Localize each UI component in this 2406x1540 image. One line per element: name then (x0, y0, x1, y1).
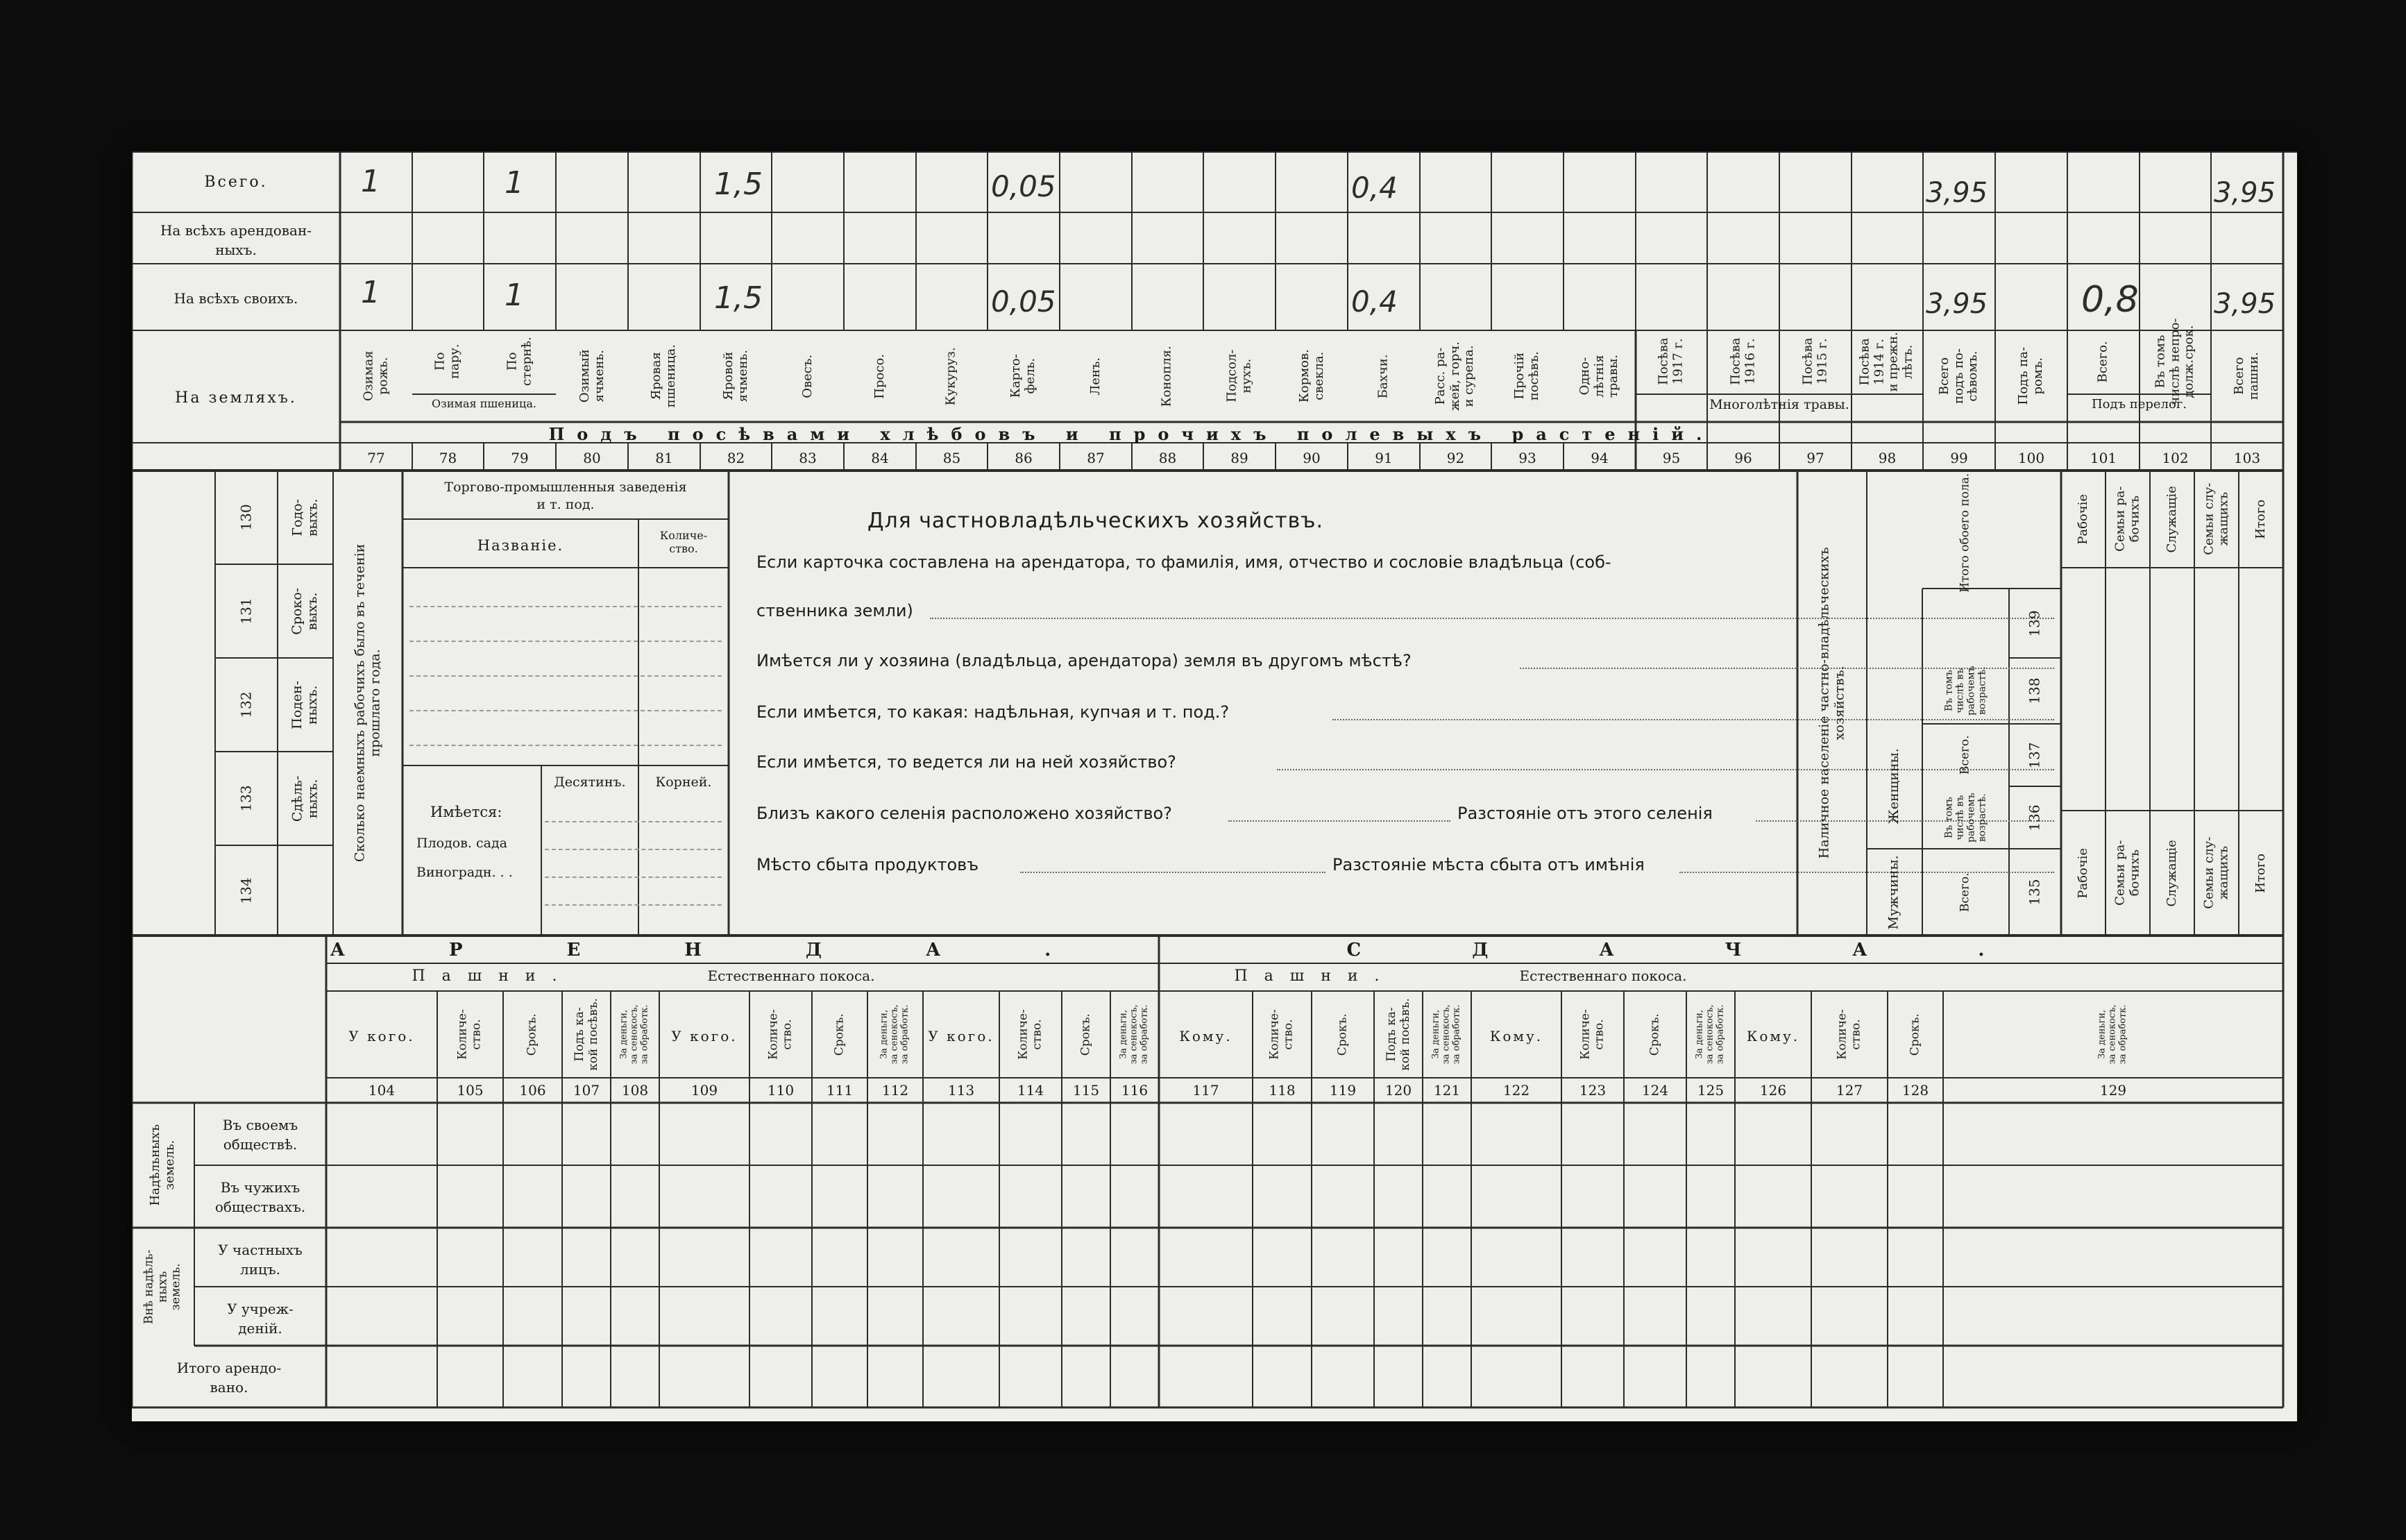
hw-own-86: 0,05 (991, 285, 1056, 319)
private-q5a: Близъ какого селенія расположено хозяйство? (756, 804, 1172, 823)
lower-header-107-text: Подъ ка- кой посѣвъ. (572, 998, 600, 1071)
category-bottom-3-text: Семьи слу- жащихъ (2201, 836, 2231, 910)
category-bottom-2 (2150, 813, 2194, 933)
col-header-98 (1852, 333, 1923, 390)
lower-header-111-text: Срокъ. (832, 1013, 847, 1056)
col-number-78: 78 (439, 450, 457, 466)
col-header-97-text: Посѣва 1915 г. (1800, 337, 1829, 386)
col-header-92 (1420, 333, 1491, 419)
col-header-101-text: Всего. (2095, 341, 2110, 382)
livestock-label-132 (278, 658, 333, 752)
col-number-99: 99 (1950, 450, 1968, 466)
lower-header-106-text: Срокъ. (525, 1013, 539, 1056)
livestock-num-134-text: 134 (237, 877, 255, 904)
hw-total-91: 0,4 (1351, 171, 1398, 205)
trade-fill-line (409, 745, 722, 746)
nadel-group-label (132, 1103, 194, 1228)
category-bottom-2-text: Служащіе (2164, 839, 2179, 907)
trade-fill-line (409, 675, 722, 677)
private-q4: Если имѣется, то ведется ли на ней хозяйство? (756, 752, 1176, 772)
lower-header-119-text: Срокъ. (1335, 1013, 1350, 1056)
col-header-80-text: Озимый ячмень. (577, 349, 606, 403)
trade-fill-line (409, 710, 722, 711)
col-header-91 (1348, 333, 1420, 419)
col-header-88 (1132, 333, 1203, 419)
pop-num-137-text: 137 (2026, 741, 2043, 769)
hw-own-103: 3,95 (2214, 288, 2276, 320)
hw-own-82: 1,5 (714, 280, 763, 316)
category-bottom-3 (2194, 813, 2239, 933)
pop-num-136-text: 136 (2026, 804, 2043, 831)
private-q6a: Мѣсто сбыта продуктовъ (756, 855, 979, 874)
category-top-2 (2150, 473, 2194, 565)
fill-q1 (930, 618, 2054, 619)
has-desyatin: Десятинъ. (554, 775, 626, 790)
col-header-77 (340, 333, 412, 419)
col-number-84: 84 (871, 450, 889, 466)
lower-row-label-2: У частныхъ лицъ. (218, 1242, 303, 1278)
lower-header-110-text: Количе- ство. (766, 1009, 794, 1060)
lower-number-111: 111 (826, 1082, 854, 1099)
livestock-label-131 (278, 564, 333, 658)
nadel-group-label-text: Надѣльныхъ земель. (148, 1124, 177, 1206)
col-number-85: 85 (942, 450, 961, 466)
lower-header-129 (1943, 992, 2283, 1076)
col-header-103 (2211, 333, 2283, 419)
lower-number-127: 127 (1836, 1082, 1863, 1099)
lower-number-107: 107 (573, 1082, 600, 1099)
category-top-2-text: Служащіе (2164, 485, 2179, 553)
col-header-99-text: Всего подъ по- сѣвомъ. (1936, 348, 1981, 405)
col-header-92-text: Расс. ра- жей, горч. и сурепа. (1433, 341, 1477, 412)
col-header-82-text: Яровой ячмень. (720, 350, 750, 403)
category-top-0-text: Рабочіе (2075, 493, 2090, 545)
lower-header-118 (1253, 992, 1312, 1076)
col-header-81 (628, 333, 700, 419)
category-top-4-text: Итого (2253, 499, 2268, 539)
private-q2: Имѣется ли у хозяина (владѣльца, арендатора) земля въ другомъ мѣстѣ? (756, 651, 1412, 670)
hw-total-77: 1 (361, 164, 380, 199)
lower-header-116-text: За деньги, за сенокосъ, за обработк. (1118, 1004, 1150, 1065)
livestock-label-132-text: Поден- ныхъ. (289, 680, 320, 729)
category-bottom-1 (2106, 813, 2150, 933)
hw-own-77: 1 (361, 275, 380, 310)
hw-total-79: 1 (505, 165, 524, 201)
col-number-86: 86 (1015, 450, 1033, 466)
lower-number-121: 121 (1433, 1082, 1461, 1099)
col-header-83 (772, 333, 844, 419)
col-header-97 (1779, 333, 1852, 390)
pop-num-139 (2009, 589, 2061, 658)
col-header-100-text: Подъ па- ромъ. (2016, 347, 2045, 405)
lower-row-label-0: Въ своемъ обществѣ. (222, 1117, 298, 1153)
pop-women (1867, 724, 1922, 849)
col-number-91: 91 (1375, 450, 1393, 466)
lower-header-124-text: Срокъ. (1647, 1013, 1662, 1056)
col-header-87 (1060, 333, 1132, 419)
private-q1a: Если карточка составлена на арендатора, то фамилія, имя, отчество и сословіе владѣльца (соб- (756, 552, 1611, 572)
fill-q5a (1228, 820, 1450, 822)
row-label-on-lands: На земляхъ. (175, 389, 297, 407)
row-label-own: На всѣхъ своихъ. (173, 290, 298, 307)
arenda-title: АРЕНДА. (330, 940, 1155, 961)
col-number-83: 83 (799, 450, 817, 466)
col-number-95: 95 (1662, 450, 1681, 466)
col-header-102-text: Въ томъ числѣ непро- долж.срок. (2153, 318, 2196, 405)
lower-number-120: 120 (1384, 1082, 1412, 1099)
has-label: Имѣется: (430, 804, 502, 820)
category-bottom-4 (2239, 813, 2283, 933)
hw-total-99: 3,95 (1926, 177, 1988, 209)
col-header-100 (1995, 333, 2067, 419)
col-header-91-text: Бахчи. (1375, 354, 1391, 398)
lower-header-113: У кого. (928, 1028, 994, 1044)
sdacha-pokos: Естественнаго покоса. (1519, 967, 1687, 984)
pop-women-text: Женщины. (1886, 748, 1902, 824)
pop-working-women (1922, 658, 2009, 724)
hw-total-86: 0,05 (991, 169, 1056, 203)
category-bottom-4-text: Итого (2253, 853, 2268, 893)
trade-fill-line (409, 606, 722, 607)
lower-header-111 (812, 992, 867, 1076)
trade-title: Торгово-промышленныя заведенія и т. под. (444, 480, 687, 512)
lower-number-119: 119 (1329, 1082, 1357, 1099)
banner-under-crops: Подъ посѣвами хлѣбовъ и прочихъ полевыхъ растеній. (548, 424, 1715, 444)
col-header-81-text: Яровая пшеница. (649, 344, 678, 408)
livestock-num-132 (215, 658, 278, 752)
private-q6b: Разстояніе мѣста сбыта отъ имѣнія (1332, 855, 1645, 874)
col-number-96: 96 (1734, 450, 1752, 466)
hired-workers-question-text: Сколько наемныхъ рабочихъ было въ теченіи прошлаго года. (352, 543, 383, 863)
group-winter-wheat: Озимая пшеница. (432, 397, 536, 410)
lower-header-125 (1686, 992, 1735, 1076)
lower-header-116 (1110, 992, 1159, 1076)
col-number-88: 88 (1158, 450, 1177, 466)
col-header-101 (2067, 333, 2140, 390)
col-header-95-text: Посѣва 1917 г. (1656, 337, 1686, 386)
col-number-97: 97 (1806, 450, 1824, 466)
has-fill-line (545, 849, 722, 850)
lower-number-116: 116 (1121, 1082, 1149, 1099)
lower-number-124: 124 (1641, 1082, 1669, 1099)
lower-header-121 (1423, 992, 1471, 1076)
lower-header-118-text: Количе- ство. (1267, 1009, 1296, 1060)
lower-header-115-text: Срокъ. (1078, 1013, 1093, 1056)
livestock-num-130 (215, 471, 278, 564)
lower-header-127 (1811, 992, 1888, 1076)
lower-number-125: 125 (1697, 1082, 1725, 1099)
category-bottom-0 (2061, 813, 2106, 933)
livestock-num-133-text: 133 (237, 785, 255, 812)
col-header-96-text: Посѣва 1916 г. (1728, 337, 1757, 386)
lower-number-118: 118 (1269, 1082, 1296, 1099)
sdacha-pashni: Пашни. (1234, 967, 1396, 985)
lower-header-108 (611, 992, 659, 1076)
lower-header-107 (562, 992, 611, 1076)
lower-header-129-text: За деньги, за сенокосъ, за обработк. (2096, 1004, 2128, 1065)
col-number-93: 93 (1518, 450, 1536, 466)
lower-header-114-text: Количе- ство. (1016, 1009, 1044, 1060)
lower-number-108: 108 (621, 1082, 649, 1099)
lower-number-113: 113 (947, 1082, 975, 1099)
col-header-78-text: По пару. (432, 344, 462, 380)
pop-working-women-text: Въ томъ числѣ въ рабочемъ возрастѣ. (1943, 666, 1988, 716)
col-number-81: 81 (655, 450, 673, 466)
pop-vsego-women (1922, 724, 2009, 786)
row-label-rented: На всѣхъ арендован- (160, 222, 312, 239)
col-header-79-text: По стернѣ. (505, 337, 534, 387)
col-header-85-text: Кукуруз. (944, 346, 959, 406)
hw-total-82: 1,5 (714, 167, 763, 202)
hired-workers-question (333, 471, 403, 936)
pop-num-135 (2009, 849, 2061, 936)
col-header-98-text: Посѣва 1914 г. и прежн. лѣтъ. (1858, 331, 1916, 392)
col-number-90: 90 (1303, 450, 1321, 466)
pop-num-138 (2009, 658, 2061, 724)
livestock-label-133 (278, 752, 333, 845)
private-q1b: ственника земли) (756, 601, 913, 620)
col-number-98: 98 (1878, 450, 1897, 466)
col-header-96 (1707, 333, 1779, 390)
lower-header-123 (1561, 992, 1624, 1076)
col-header-90 (1276, 333, 1348, 419)
lower-number-128: 128 (1901, 1082, 1929, 1099)
arenda-pashni: Пашни. (412, 967, 574, 985)
pop-num-136 (2009, 786, 2061, 849)
lower-number-112: 112 (881, 1082, 909, 1099)
lower-header-112-text: За деньги, за сенокосъ, за обработк. (879, 1004, 910, 1065)
lower-number-123: 123 (1579, 1082, 1607, 1099)
lower-header-105 (437, 992, 503, 1076)
livestock-num-134 (215, 845, 278, 936)
col-number-102: 102 (2162, 450, 2189, 466)
col-header-86-text: Карто- фель. (1008, 354, 1037, 398)
col-header-93-text: Прочій посѣвъ. (1512, 351, 1541, 401)
lower-number-117: 117 (1192, 1082, 1219, 1099)
lower-header-125-text: За деньги, за сенокосъ, за обработк. (1694, 1004, 1726, 1065)
lower-number-122: 122 (1502, 1082, 1530, 1099)
lower-number-105: 105 (457, 1082, 484, 1099)
trade-fill-line (409, 641, 722, 642)
lower-header-109: У кого. (671, 1028, 738, 1044)
livestock-num-130-text: 130 (237, 504, 255, 531)
category-bottom-0-text: Рабочіе (2075, 847, 2090, 899)
lower-header-110 (749, 992, 812, 1076)
lower-header-126: Кому. (1746, 1028, 1800, 1044)
col-header-83-text: Овесъ. (799, 354, 815, 398)
lower-number-129: 129 (2099, 1082, 2127, 1099)
hw-total-103: 3,95 (2214, 177, 2276, 209)
livestock-label-130 (278, 471, 333, 564)
col-number-80: 80 (583, 450, 601, 466)
col-header-78 (412, 333, 484, 390)
has-fill-line (545, 904, 722, 906)
livestock-label-134 (278, 845, 333, 936)
lower-header-115 (1062, 992, 1110, 1076)
vne-group-label-text: Внѣ надѣль- ныхъ земель. (142, 1249, 183, 1324)
lower-row-label-4: Итого арендо- вано. (176, 1360, 282, 1396)
hw-own-101: 0,8 (2081, 279, 2139, 321)
has-fill-line (545, 877, 722, 878)
col-header-89-text: Подсол- нухъ. (1224, 349, 1253, 403)
lower-header-119 (1312, 992, 1374, 1076)
category-top-4 (2239, 473, 2283, 565)
hw-own-91: 0,4 (1351, 285, 1398, 319)
livestock-num-132-text: 132 (237, 691, 255, 718)
col-header-82 (700, 333, 772, 419)
fill-q6a (1020, 872, 1325, 873)
lower-header-112 (867, 992, 923, 1076)
row-label-total: Всего. (204, 174, 268, 191)
has-orchards: Плодов. сада (416, 836, 507, 851)
lower-number-114: 114 (1017, 1082, 1044, 1099)
col-header-95 (1636, 333, 1707, 390)
lower-number-126: 126 (1759, 1082, 1787, 1099)
pop-vsego-men (1922, 849, 2009, 936)
livestock-label-130-text: Годо- выхъ. (289, 498, 320, 536)
pop-working-men-text: Въ томъ числѣ въ рабочемъ возрастѣ. (1943, 793, 1988, 843)
lower-header-108-text: За деньги, за сенокосъ, за обработк. (618, 1004, 650, 1065)
trade-name-header: Названіе. (477, 537, 564, 554)
lower-header-105-text: Количе- ство. (455, 1009, 484, 1060)
lower-number-110: 110 (767, 1082, 795, 1099)
col-number-100: 100 (2017, 450, 2045, 466)
col-header-88-text: Конопля. (1160, 345, 1175, 407)
col-header-102 (2140, 318, 2211, 405)
group-fallow: Подъ перелог. (2091, 397, 2187, 412)
col-header-79 (484, 333, 556, 390)
category-top-3 (2194, 473, 2239, 565)
pop-vsego-men-text: Всего. (1958, 872, 1972, 912)
lower-number-106: 106 (519, 1082, 546, 1099)
livestock-label-131-text: Сроко- выхъ. (289, 587, 320, 635)
pop-total-both (1922, 473, 2009, 593)
pop-num-135-text: 135 (2026, 879, 2043, 906)
col-header-90-text: Кормов. свекла. (1296, 349, 1325, 403)
lower-header-124 (1624, 992, 1686, 1076)
census-card (132, 151, 2297, 1421)
private-q3: Если имѣется, то какая: надѣльная, купчая и т. под.? (756, 702, 1230, 722)
col-header-87-text: Ленъ. (1087, 357, 1103, 396)
lower-header-128 (1888, 992, 1943, 1076)
category-top-0 (2061, 473, 2106, 565)
pop-num-139-text: 139 (2026, 609, 2043, 637)
lower-header-127-text: Количе- ство. (1835, 1009, 1863, 1060)
population-title (1797, 471, 1867, 936)
category-top-3-text: Семьи слу- жащихъ (2201, 482, 2231, 556)
has-vineyards: Виноградн. . . (416, 865, 513, 880)
lower-number-104: 104 (368, 1082, 396, 1099)
private-q5b: Разстояніе отъ этого селенія (1457, 804, 1713, 823)
col-header-89 (1203, 333, 1276, 419)
col-header-86 (988, 333, 1060, 419)
col-number-92: 92 (1446, 450, 1465, 466)
col-header-94 (1564, 333, 1636, 419)
lower-header-121-text: За деньги, за сенокосъ, за обработк. (1430, 1004, 1462, 1065)
col-number-101: 101 (2090, 450, 2117, 466)
hw-own-79: 1 (505, 278, 524, 313)
col-header-77-text: Озимая рожь. (361, 350, 390, 402)
sdacha-title: СДАЧА. (1346, 940, 2096, 961)
col-header-103-text: Всего пашни. (2232, 352, 2261, 400)
pop-total-both-text: Итого обоего пола. (1958, 473, 1972, 593)
pop-men-text: Мужчины. (1886, 854, 1902, 930)
col-header-94-text: Одно- лѣтнія травы. (1577, 354, 1621, 398)
lower-header-114 (999, 992, 1062, 1076)
private-title: Для частновладѣльческихъ хозяйствъ. (867, 509, 1324, 533)
has-korney: Корней. (655, 775, 712, 790)
pop-men (1867, 849, 1922, 936)
lower-header-104: У кого. (348, 1028, 415, 1044)
livestock-num-131 (215, 564, 278, 658)
col-number-77: 77 (367, 450, 385, 466)
col-number-103: 103 (2233, 450, 2261, 466)
category-bottom-1-text: Семьи ра- бочихъ (2112, 840, 2142, 906)
col-number-94: 94 (1591, 450, 1609, 466)
pop-num-138-text: 138 (2026, 677, 2043, 704)
col-header-93 (1491, 333, 1564, 419)
col-number-79: 79 (511, 450, 529, 466)
lower-header-122: Кому. (1489, 1028, 1543, 1044)
lower-number-115: 115 (1072, 1082, 1100, 1099)
col-header-84 (844, 333, 916, 419)
category-top-1 (2106, 473, 2150, 565)
has-fill-line (545, 821, 722, 822)
col-header-84-text: Просо. (872, 353, 887, 399)
group-perennial: Многолѣтнія травы. (1709, 397, 1849, 412)
arenda-pokos: Естественнаго покоса. (707, 967, 875, 984)
lower-header-128-text: Срокъ. (1908, 1013, 1922, 1056)
col-number-89: 89 (1230, 450, 1248, 466)
lower-header-117: Кому. (1179, 1028, 1232, 1044)
lower-header-106 (503, 992, 562, 1076)
lower-number-109: 109 (691, 1082, 718, 1099)
hw-own-99: 3,95 (1926, 288, 1988, 320)
col-number-87: 87 (1087, 450, 1105, 466)
lower-header-123-text: Количе- ство. (1578, 1009, 1606, 1060)
col-header-85 (916, 333, 988, 419)
col-header-80 (556, 333, 628, 419)
vne-group-label (132, 1228, 194, 1346)
category-top-1-text: Семьи ра- бочихъ (2112, 486, 2142, 552)
trade-qty-header: Количе- ство. (659, 529, 708, 556)
population-title-text: Наличное населеніе частно-владѣльческихъ хозяйствъ. (1816, 547, 1847, 859)
livestock-num-131-text: 131 (237, 598, 255, 625)
row-label-rented-2: ныхъ. (215, 242, 257, 258)
lower-header-120 (1374, 992, 1423, 1076)
livestock-num-133 (215, 752, 278, 845)
lower-header-120-text: Подъ ка- кой посѣвъ. (1384, 998, 1412, 1071)
lower-row-label-1: Въ чужихъ обществахъ. (214, 1179, 306, 1215)
pop-vsego-women-text: Всего. (1958, 735, 1972, 775)
livestock-label-133-text: Сдѣль- ныхъ. (289, 775, 320, 822)
pop-num-137 (2009, 724, 2061, 786)
lower-row-label-3: У учреж- деній. (227, 1301, 294, 1337)
col-header-99 (1923, 333, 1995, 419)
col-number-82: 82 (727, 450, 745, 466)
pop-working-men (1922, 786, 2009, 849)
